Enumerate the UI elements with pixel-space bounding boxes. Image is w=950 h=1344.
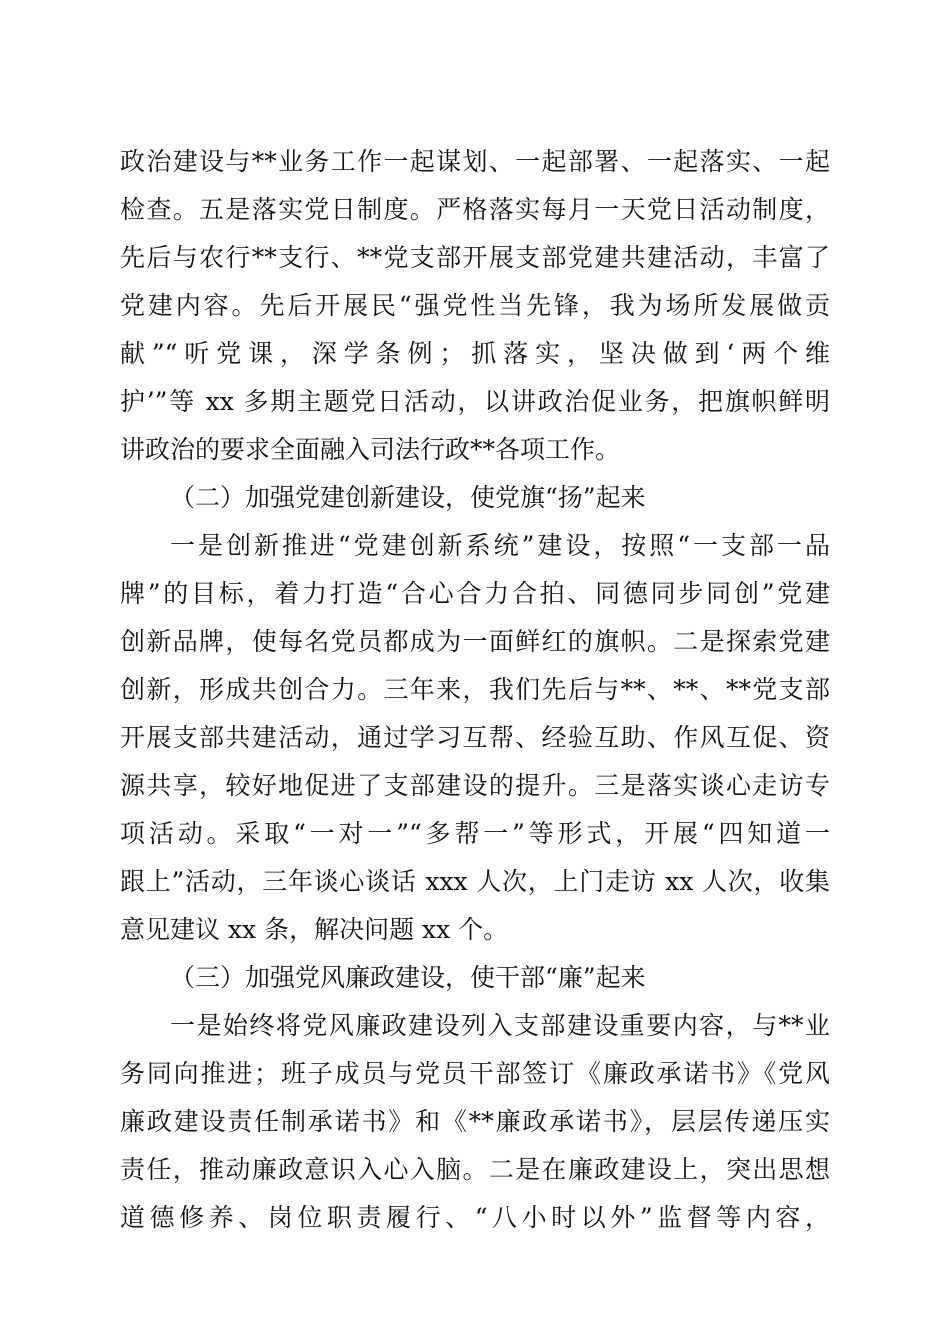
paragraph-line: 道德修养、岗位职责履行、“八小时以外”监督等内容， bbox=[120, 1203, 830, 1232]
paragraph-line: 先后与农行**支行、**党支部开展支部党建共建活动，丰富了 bbox=[120, 243, 830, 272]
paragraph-line: 献”“听党课，深学条例；抓落实，坚决做到‘两个维 bbox=[120, 339, 830, 368]
paragraph-line: 廉政建设责任制承诺书》和《**廉政承诺书》，层层传递压实 bbox=[120, 1107, 830, 1136]
paragraph-line: 务同向推进；班子成员与党员干部签订《廉政承诺书》《党风 bbox=[120, 1059, 830, 1088]
paragraph-line: 责任，推动廉政意识入心入脑。二是在廉政建设上，突出思想 bbox=[120, 1155, 830, 1184]
paragraph-line: 创新品牌，使每名党员都成为一面鲜红的旗帜。二是探索党建 bbox=[120, 627, 830, 656]
paragraph-line: 牌”的目标，着力打造“合心合力合拍、同德同步同创”党建 bbox=[120, 579, 830, 608]
paragraph-line: 源共享，较好地促进了支部建设的提升。三是落实谈心走访专 bbox=[120, 771, 830, 800]
paragraph-line: 护’”等 xx 多期主题党日活动，以讲政治促业务，把旗帜鲜明 bbox=[120, 387, 830, 416]
paragraph-line: 创新，形成共创合力。三年来，我们先后与**、**、**党支部 bbox=[120, 675, 830, 704]
section-heading: （三）加强党风廉政建设，使干部“廉”起来 bbox=[170, 963, 646, 992]
paragraph-line: 政治建设与**业务工作一起谋划、一起部署、一起落实、一起 bbox=[120, 147, 830, 176]
paragraph-line: 项活动。采取“一对一”“多帮一”等形式，开展“四知道一 bbox=[120, 819, 830, 848]
paragraph-line: 一是创新推进“党建创新系统”建设，按照“一支部一品 bbox=[170, 531, 830, 560]
paragraph-line: 讲政治的要求全面融入司法行政**各项工作。 bbox=[120, 435, 621, 464]
paragraph-line: 开展支部共建活动，通过学习互帮、经验互助、作风互促、资 bbox=[120, 723, 830, 752]
paragraph-line: 党建内容。先后开展民“强党性当先锋，我为场所发展做贡 bbox=[120, 291, 830, 320]
section-heading: （二）加强党建创新建设，使党旗“扬”起来 bbox=[170, 483, 646, 512]
paragraph-line: 一是始终将党风廉政建设列入支部建设重要内容，与**业 bbox=[170, 1011, 830, 1040]
paragraph-line: 检查。五是落实党日制度。严格落实每月一天党日活动制度， bbox=[120, 195, 830, 224]
paragraph-line: 跟上”活动，三年谈心谈话 xxx 人次，上门走访 xx 人次，收集 bbox=[120, 867, 830, 896]
paragraph-line: 意见建议 xx 条，解决问题 xx 个。 bbox=[120, 915, 509, 944]
